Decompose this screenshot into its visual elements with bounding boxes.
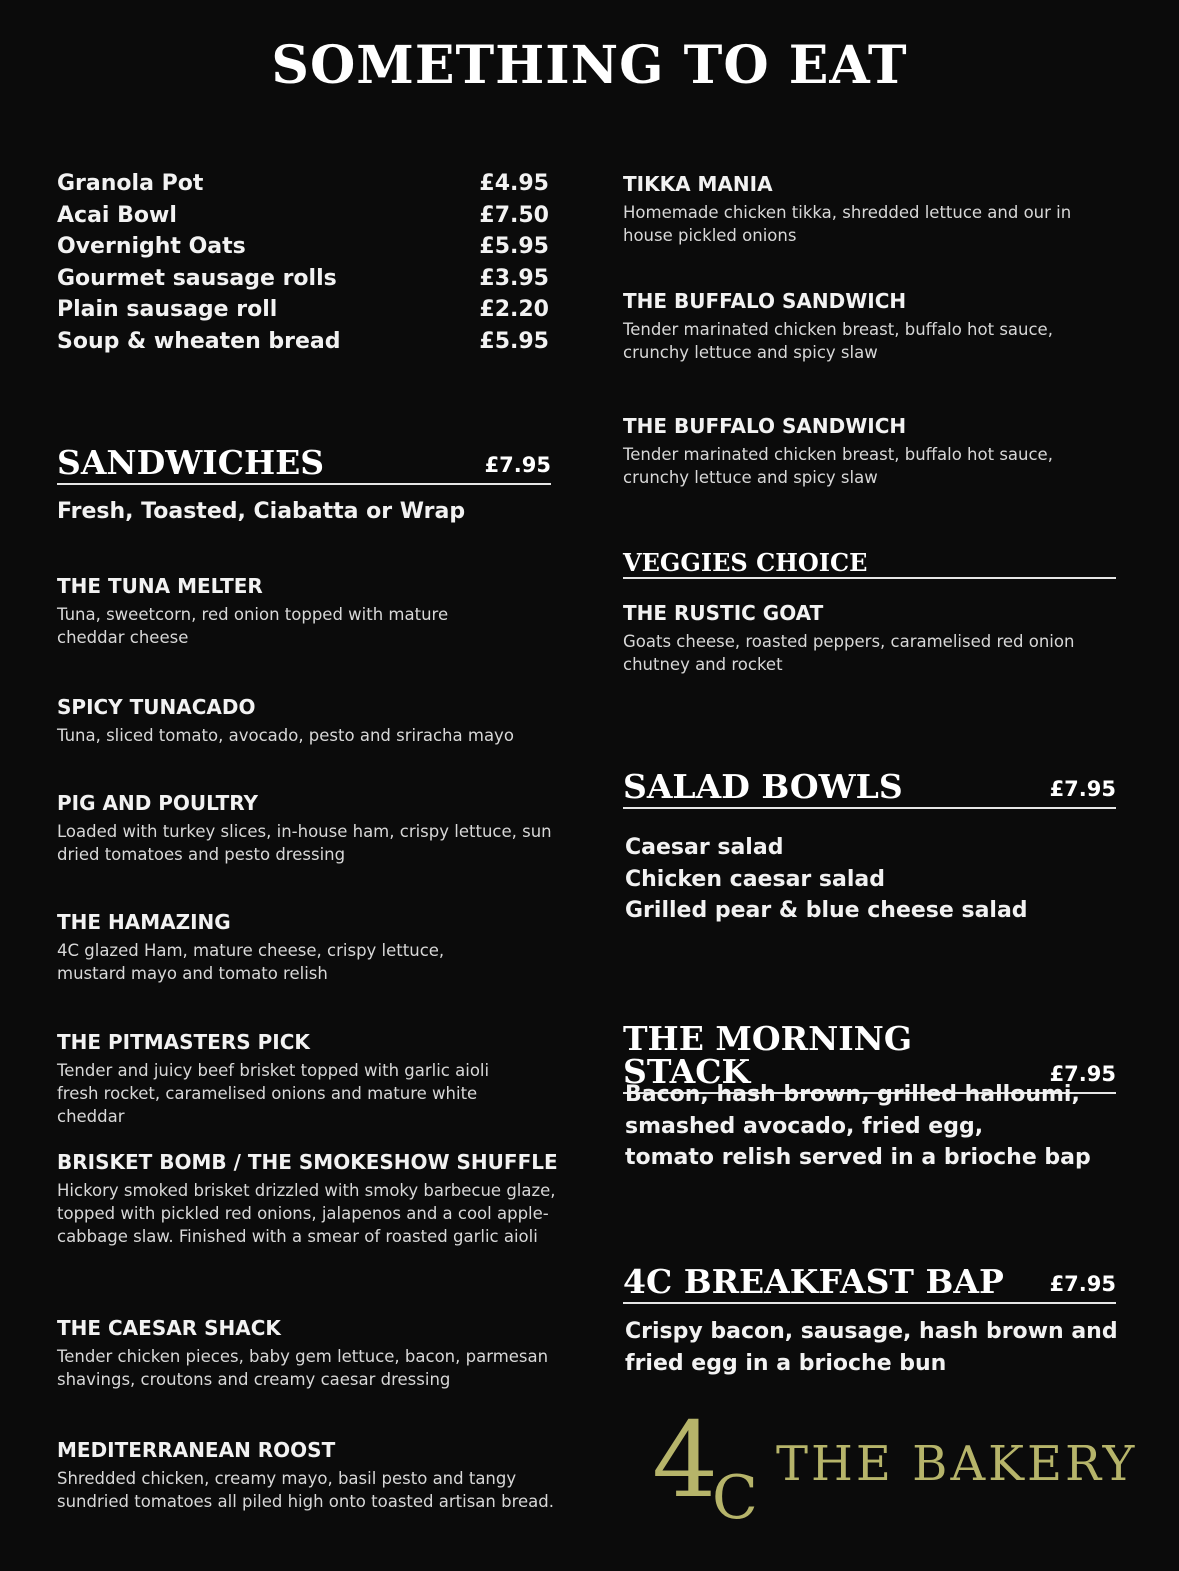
menu-item-description: Tender marinated chicken breast, buffalo hot sauce, crunchy lettuce and spicy slaw [623, 320, 1053, 362]
menu-item [57, 793, 587, 866]
menu-item [57, 1152, 597, 1248]
menu-item-name: THE CAESAR SHACK [57, 1316, 281, 1340]
morning-stack-description [625, 1079, 1091, 1174]
price-row [57, 263, 549, 295]
menu-item-name: THE PITMASTERS PICK [57, 1030, 310, 1054]
price-row [57, 168, 549, 200]
menu-item [623, 416, 1118, 489]
salad-bowls-header [623, 767, 1116, 809]
description-line: tomato relish served in a brioche bap [625, 1145, 1091, 1170]
item-price: £2.20 [479, 297, 549, 323]
section-price: £7.95 [1049, 1062, 1116, 1086]
description-line: Crispy bacon, sausage, hash brown and [625, 1319, 1118, 1344]
item-name: Overnight Oats [57, 234, 246, 260]
menu-item-description: Hickory smoked brisket drizzled with smoky barbecue glaze, topped with pickled red onions, jalapenos and a cool apple-cabbage slaw. Finished with a smear of roasted garlic aioli [57, 1181, 556, 1246]
logo-letter: C [712, 1463, 758, 1533]
section-title: 4C BREAKFAST BAP [623, 1262, 1004, 1301]
item-name: Acai Bowl [57, 202, 177, 228]
item-name: Soup & wheaten bread [57, 328, 341, 354]
veggies-header [623, 548, 1116, 579]
menu-item-description: Tender chicken pieces, baby gem lettuce, bacon, parmesan shavings, croutons and creamy caesar dressing [57, 1347, 549, 1389]
list-item: Chicken caesar salad [625, 866, 886, 892]
item-price: £7.50 [479, 202, 549, 228]
menu-item-name: THE BUFFALO SANDWICH [623, 414, 907, 438]
section-price: £7.95 [484, 453, 551, 477]
logo-numeral: 4 [652, 1399, 719, 1521]
page-title: SOMETHING TO EAT [271, 35, 908, 96]
description-line: Bacon, hash brown, grilled halloumi, [625, 1082, 1080, 1107]
menu-item-description: Tuna, sliced tomato, avocado, pesto and sriracha mayo [57, 726, 514, 745]
menu-item-name: PIG AND POULTRY [57, 791, 259, 815]
menu-item-description: 4C glazed Ham, mature cheese, crispy lettuce, mustard mayo and tomato relish [57, 941, 445, 983]
item-name: Gourmet sausage rolls [57, 265, 337, 291]
description-line: smashed avocado, fried egg, [625, 1113, 984, 1139]
menu-item-description: Tender marinated chicken breast, buffalo hot sauce, crunchy lettuce and spicy slaw [623, 445, 1053, 487]
menu-item-description: Shredded chicken, creamy mayo, basil pesto and tangy sundried tomatoes all piled high onto toasted artisan bread. [57, 1469, 554, 1511]
menu-item [623, 603, 1118, 676]
salad-list [625, 832, 1028, 927]
menu-item-name: TIKKA MANIA [623, 172, 773, 196]
menu-item [57, 912, 587, 985]
menu-item-description: Loaded with turkey slices, in-house ham, crispy lettuce, sun dried tomatoes and pesto dressing [57, 822, 552, 864]
item-name: Plain sausage roll [57, 297, 278, 323]
menu-item-description: Homemade chicken tikka, shredded lettuce and our in house pickled onions [623, 203, 1072, 245]
menu-item [623, 174, 1118, 247]
list-item: Grilled pear & blue cheese salad [625, 898, 1028, 923]
section-title: VEGGIES CHOICE [623, 548, 868, 577]
menu-item-name: BRISKET BOMB / THE SMOKESHOW SHUFFLE [57, 1150, 558, 1174]
list-item: Caesar salad [625, 835, 784, 860]
menu-item-name: SPICY TUNACADO [57, 695, 256, 719]
price-row [57, 294, 549, 326]
menu-item-name: THE RUSTIC GOAT [623, 601, 824, 625]
description-line: fried egg in a brioche bun [625, 1350, 947, 1376]
sandwiches-subtitle: Fresh, Toasted, Ciabatta or Wrap [57, 499, 466, 524]
menu-item-description: Tuna, sweetcorn, red onion topped with mature cheddar cheese [57, 605, 449, 647]
menu-item [623, 291, 1118, 364]
item-price: £5.95 [479, 234, 549, 260]
menu-item [57, 1032, 587, 1128]
menu-item [57, 1318, 587, 1391]
item-price: £5.95 [479, 328, 549, 354]
menu-item-name: THE TUNA MELTER [57, 574, 263, 598]
sandwiches-header [57, 443, 551, 485]
menu-item-name: THE BUFFALO SANDWICH [623, 289, 907, 313]
section-title: THE MORNING STACK [623, 1019, 913, 1091]
breakfast-bap-description [625, 1316, 1118, 1379]
menu-item-name: MEDITERRANEAN ROOST [57, 1438, 336, 1462]
item-price: £4.95 [479, 171, 549, 196]
menu-item-name: THE HAMAZING [57, 910, 231, 934]
breakfast-price-list [57, 168, 549, 358]
menu-item [57, 576, 587, 649]
price-row [57, 326, 549, 358]
section-title: SALAD BOWLS [623, 767, 903, 806]
item-name: Granola Pot [57, 171, 204, 196]
menu-item [57, 1440, 597, 1513]
logo-text: THE BAKERY [776, 1436, 1138, 1492]
menu-item [57, 697, 587, 747]
price-row [57, 231, 549, 263]
section-price: £7.95 [1049, 777, 1116, 801]
section-title: SANDWICHES [57, 443, 325, 482]
section-price: £7.95 [1049, 1272, 1116, 1296]
price-row [57, 200, 549, 232]
item-price: £3.95 [479, 265, 549, 291]
breakfast-bap-header [623, 1262, 1116, 1304]
menu-item-description: Goats cheese, roasted peppers, caramelised red onion chutney and rocket [623, 632, 1075, 674]
menu-item-description: Tender and juicy beef brisket topped with garlic aioli fresh rocket, caramelised onions and mature white cheddar [57, 1061, 490, 1126]
